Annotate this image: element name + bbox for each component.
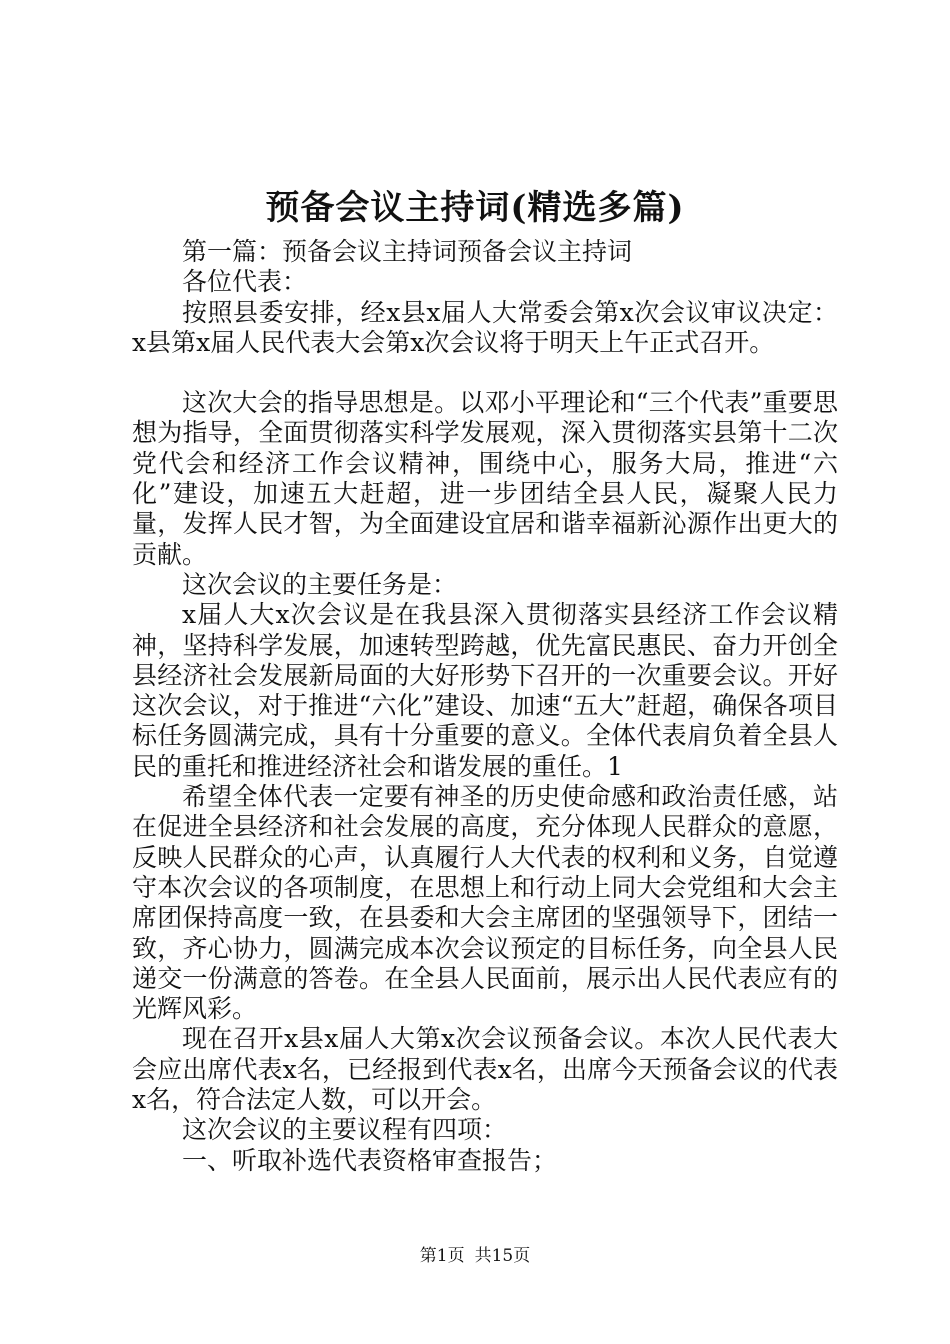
paragraph-guiding-thought: 这次大会的指导思想是。以邓小平理论和“三个代表”重要思想为指导，全面贯彻落实科学发展观，深入贯彻落实县第十二次党代会和经济工作会议精神，围绕中心，服务大局，推进“六化”建设，加速五大赶超，进一步团结全县人民，凝聚人民力量，发挥人民才智，为全面建设宜居和谐幸福新沁源作出更大的贡献。 [132, 388, 838, 569]
paragraph-salutation: 各位代表： [182, 267, 308, 297]
paragraph-agenda-item-1: 一、听取补选代表资格审查报告； [182, 1145, 558, 1175]
paragraph-agenda-intro: 这次会议的主要议程有四项： [182, 1115, 508, 1145]
paragraph-section-heading: 第一篇：预备会议主持词预备会议主持词 [182, 237, 633, 266]
paragraph-opening: 现在召开x县x届人大第x次会议预备会议。本次人民代表大会应出席代表x名，已经报到代表x名，出席今天预备会议的代表x名，符合法定人数，可以开会。 [132, 1024, 838, 1115]
page-number: 第1页 [419, 1246, 465, 1266]
document-title: 预备会议主持词(精选多篇) [265, 188, 685, 228]
paragraph-main-tasks: x届人大x次会议是在我县深入贯彻落实县经济工作会议精神，坚持科学发展，加速转型跨越，优先富民惠民、奋力开创全县经济社会发展新局面的大好形势下召开的一次重要会议。开好这次会议，对于推进“六化”建设、加速“五大”赶超，确保各项目标任务圆满完成，具有十分重要的意义。全体代表肩负着全县人民的重托和推进经济社会和谐发展的重任。1 [132, 600, 838, 781]
paragraph-hopes: 希望全体代表一定要有神圣的历史使命感和政治责任感，站在促进全县经济和社会发展的高度，充分体现人民群众的意愿，反映人民群众的心声，认真履行人大代表的权利和义务，自觉遵守本次会议的各项制度，在思想上和行动上同大会党组和大会主席团保持高度一致，在县委和大会主席团的坚强领导下，团结一致，齐心协力，圆满完成本次会议预定的目标任务，向全县人民递交一份满意的答卷。在全县人民面前，展示出人民代表应有的光辉风彩。 [132, 782, 838, 1024]
paragraph-main-tasks-intro: 这次会议的主要任务是： [182, 569, 458, 599]
page-footer [0, 1245, 950, 1267]
page-total: 共15页 [474, 1246, 531, 1266]
document-body [132, 237, 838, 1176]
paragraph-arrangement: 按照县委安排，经x县x届人大常委会第x次会议审议决定：x县第x届人民代表大会第x次会议将于明天上午正式召开。 [132, 297, 838, 357]
